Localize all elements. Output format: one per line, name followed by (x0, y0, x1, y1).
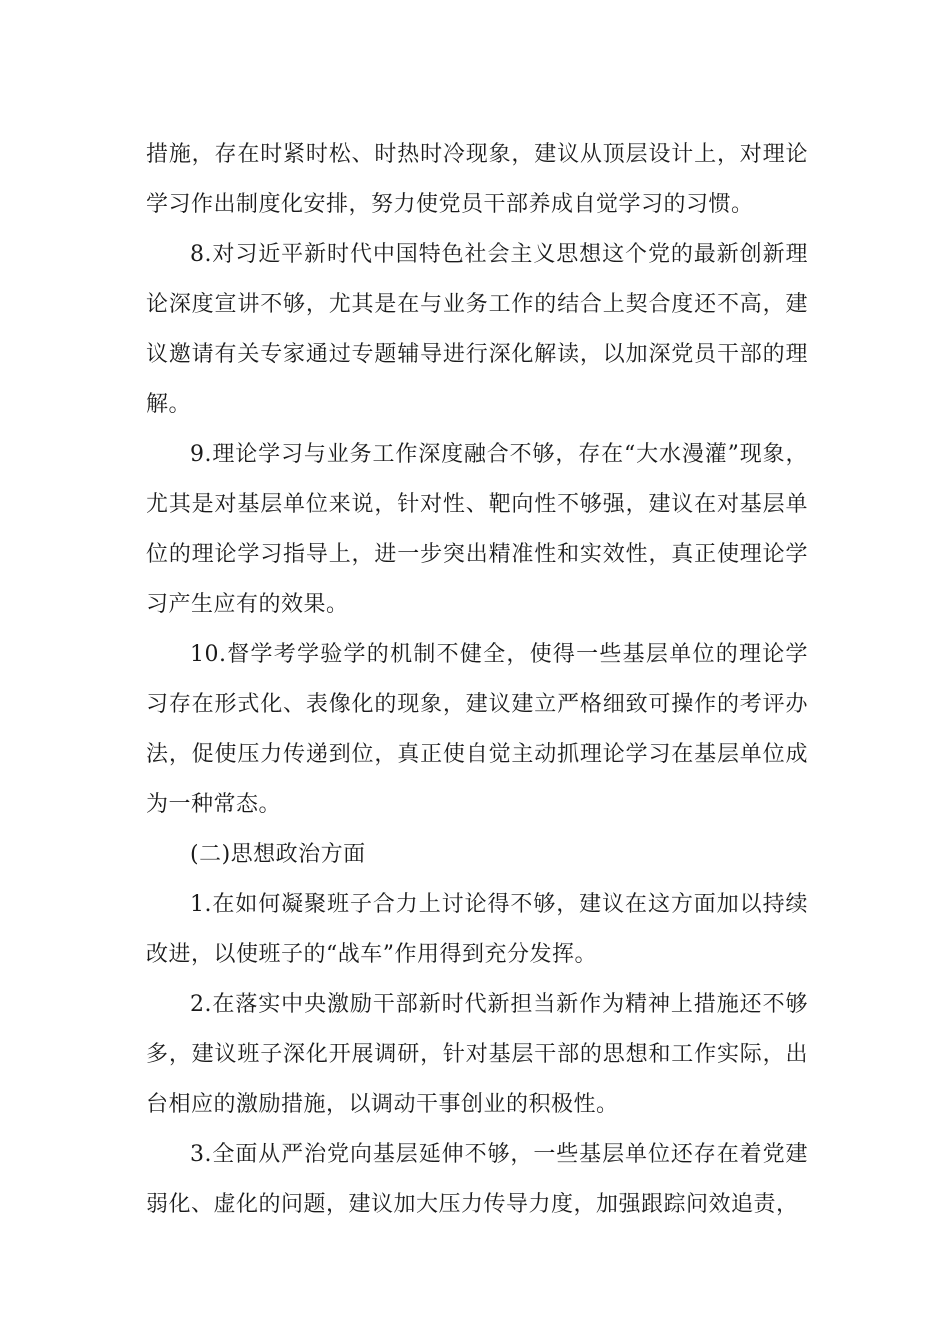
paragraph-item-2: 2.在落实中央激励干部新时代新担当新作为精神上措施还不够多，建议班子深化开展调研，针对基层干部的思想和工作实际，出台相应的激励措施，以调动干事创业的积极性。 (146, 992, 808, 1117)
document-body (146, 130, 808, 1230)
paragraph-item-3: 3.全面从严治党向基层延伸不够，一些基层单位还存在着党建弱化、虚化的问题，建议加大压力传导力度，加强跟踪问效追责， (146, 1142, 808, 1217)
paragraph-continued: 措施，存在时紧时松、时热时冷现象，建议从顶层设计上，对理论学习作出制度化安排，努力使党员干部养成自觉学习的习惯。 (146, 142, 808, 217)
section-heading: (二)思想政治方面 (190, 842, 366, 867)
paragraph-item-9: 9.理论学习与业务工作深度融合不够，存在“大水漫灌”现象，尤其是对基层单位来说，针对性、靶向性不够强，建议在对基层单位的理论学习指导上，进一步突出精准性和实效性，真正使理论学习产生应有的效果。 (146, 442, 808, 617)
paragraph-item-10: 10.督学考学验学的机制不健全，使得一些基层单位的理论学习存在形式化、表像化的现象，建议建立严格细致可操作的考评办法，促使压力传递到位，真正使自觉主动抓理论学习在基层单位成为一种常态。 (146, 642, 808, 817)
paragraph-item-8: 8.对习近平新时代中国特色社会主义思想这个党的最新创新理论深度宣讲不够，尤其是在与业务工作的结合上契合度还不高，建议邀请有关专家通过专题辅导进行深化解读，以加深党员干部的理解。 (146, 242, 808, 417)
paragraph-item-1: 1.在如何凝聚班子合力上讨论得不够，建议在这方面加以持续改进，以使班子的“战车”作用得到充分发挥。 (146, 892, 808, 967)
